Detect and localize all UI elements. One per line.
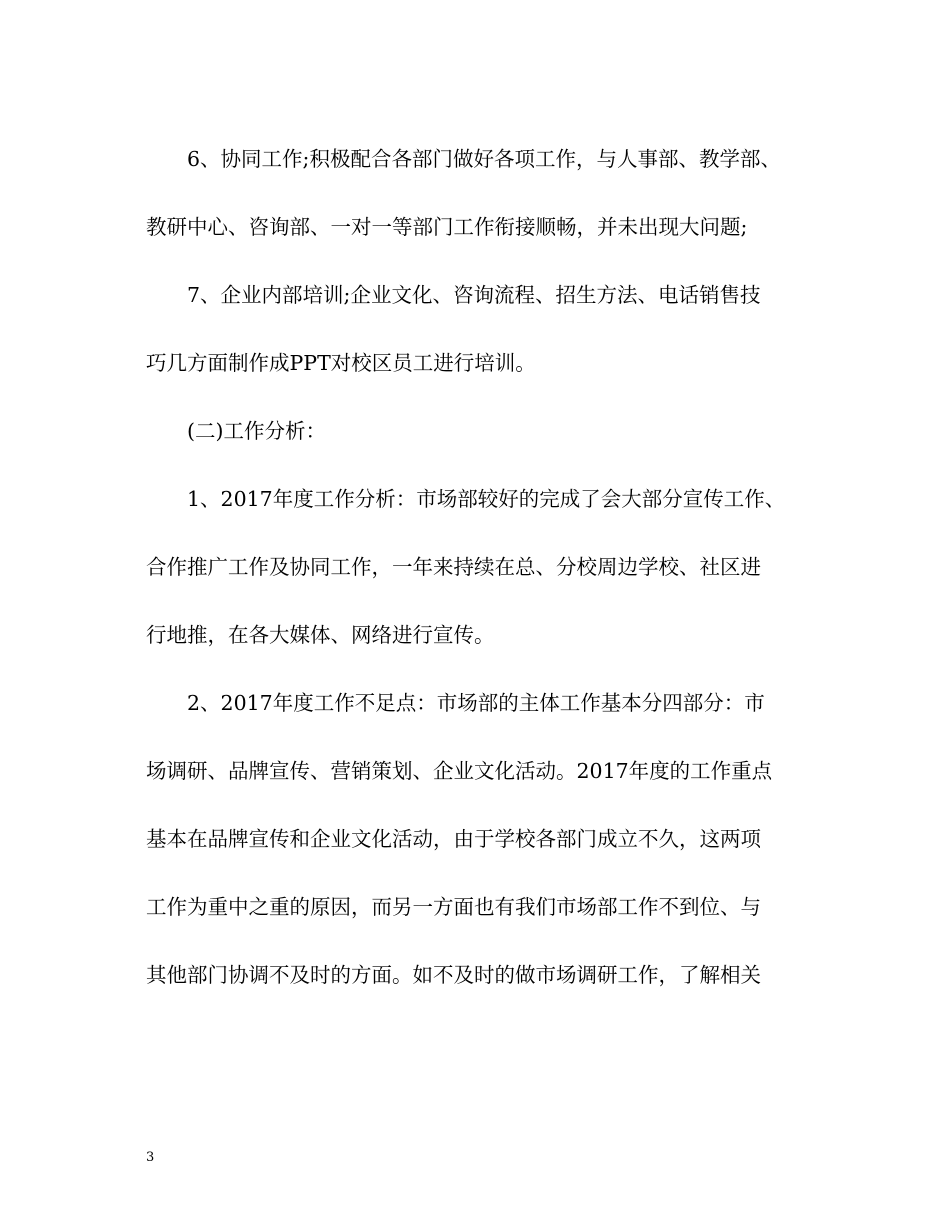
document-body (146, 125, 816, 1009)
paragraph-analysis-1-line-2: 合作推广工作及协同工作，一年来持续在总、分校周边学校、社区进 (146, 555, 761, 579)
paragraph-6-line-1: 6、协同工作;积极配合各部门做好各项工作，与人事部、教学部、 (187, 147, 781, 171)
paragraph-analysis-1-line-3: 行地推，在各大媒体、网络进行宣传。 (146, 623, 495, 647)
page-number: 3 (146, 1150, 155, 1165)
paragraph-analysis-2-line-2: 场调研、品牌宣传、营销策划、企业文化活动。2017年度的工作重点 (146, 759, 773, 783)
paragraph-7-line-1: 7、企业内部培训;企业文化、咨询流程、招生方法、电话销售技 (187, 283, 761, 307)
paragraph-7-line-2: 巧几方面制作成PPT对校区员工进行培训。 (146, 351, 536, 375)
paragraph-analysis-2-line-4: 工作为重中之重的原因，而另一方面也有我们市场部工作不到位、与 (146, 895, 761, 919)
paragraph-analysis-2-line-3: 基本在品牌宣传和企业文化活动，由于学校各部门成立不久，这两项 (146, 827, 761, 851)
section-heading-work-analysis: (二)工作分析： (187, 419, 326, 443)
paragraph-6-line-2: 教研中心、咨询部、一对一等部门工作衔接顺畅，并未出现大问题; (146, 215, 748, 239)
paragraph-analysis-1-line-1: 1、2017年度工作分析：市场部较好的完成了会大部分宣传工作、 (187, 487, 786, 511)
paragraph-analysis-2-line-5: 其他部门协调不及时的方面。如不及时的做市场调研工作，了解相关 (146, 963, 761, 987)
paragraph-analysis-2-line-1: 2、2017年度工作不足点：市场部的主体工作基本分四部分：市 (187, 691, 765, 715)
